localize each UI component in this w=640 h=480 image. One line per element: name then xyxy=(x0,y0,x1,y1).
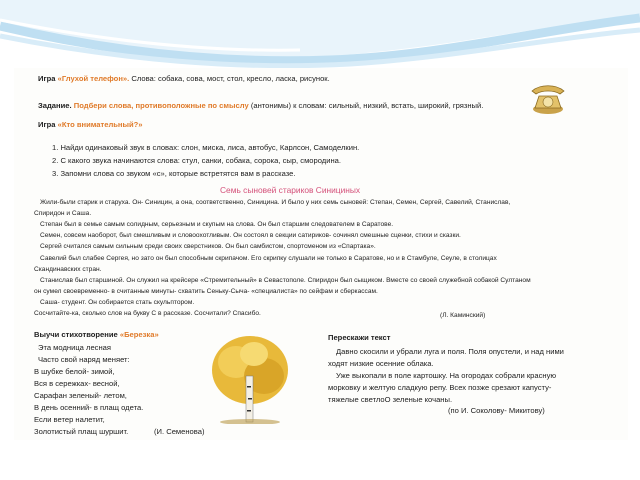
task-text: (антонимы) к словам: сильный, низкий, встать, широкий, грязный. xyxy=(250,101,484,110)
story-line: Савелий был слабее Сергея, но зато он был способным скрипачом. Его скрипку слушали не только в Саратове, но и в Стамбуле, Сеуле, в столицах xyxy=(40,255,497,262)
poem-line: Вся в сережках- весной, xyxy=(34,379,120,388)
poem-line: В шубке белой- зимой, xyxy=(34,367,115,376)
poem-line: В день осенний- в плащ одета. xyxy=(34,403,144,412)
story-line: Сергей считался самым сильным среди своих сверстников. Он был самбистом, спортсменом из «Спартака». xyxy=(40,243,376,250)
game2-label: Игра xyxy=(38,120,56,129)
list-item: 3. Запомни слова со звуком «с», которые встретятся вам в рассказе. xyxy=(52,169,296,178)
list-item: 1. Найди одинаковый звук в словах: слон, миска, лиса, автобус, Карлсон, Самоделкин. xyxy=(52,143,360,152)
list-item: 2. С какого звука начинаются слова: стул, санки, собака, сорока, сыр, смородина. xyxy=(52,156,341,165)
poem-line: Эта модница лесная xyxy=(38,343,111,352)
poem-line: Часто свой наряд меняет: xyxy=(38,355,130,364)
task-label: Задание. xyxy=(38,101,72,110)
story-line: Жили-были старик и старуха. Он- Синицин, а она, соответственно, Синицина. И было у них семь сыновей: Степан, Семен, Сергей, Савелий, Станислав, xyxy=(40,199,511,206)
retell-line: морковку и желтую сладкую репу. Всех позже срезают капусту- xyxy=(328,383,552,392)
poem-label: Выучи стихотворение xyxy=(34,330,118,339)
story-line: Семен, совсем наоборот, был смешливым и словоохотливым. Он состоял в секции сатириков- сочинял смешные сценки, стихи и сказки. xyxy=(40,232,461,239)
task-antonyms xyxy=(38,102,483,110)
retell-line: Уже выкопали в поле картошку. На огородах собрали красную xyxy=(336,371,557,380)
retell-line: ходят низкие осенние облака. xyxy=(328,359,434,368)
poem-line: Золотистый плащ шуршит. xyxy=(34,427,129,436)
game1-text: Слова: собака, сова, мост, стол, кресло, ласка, рисунок. xyxy=(131,74,330,83)
retell-label: Перескажи текст xyxy=(328,333,391,342)
game1-label: Игра xyxy=(38,74,56,83)
retell-line: Давно скосили и убрали луга и поля. Поля опустели, и над ними xyxy=(336,347,564,356)
poem-line: Сарафан зеленый- летом, xyxy=(34,391,127,400)
game2-name: «Кто внимательный?» xyxy=(57,120,143,129)
game-attentive xyxy=(38,121,143,129)
story-author: (Л. Каминский) xyxy=(440,312,486,319)
story-title: Семь сыновей стариков Синициных xyxy=(220,185,361,195)
story-line: Спиридон и Саша. xyxy=(34,210,92,217)
game-deaf-phone xyxy=(38,75,330,83)
story-line: Станислав был старшиной. Он служил на крейсере «Стремительный» в Севастополе. Спиридон был сыщиком. Вместе со своей служебной собакой Султаном xyxy=(40,277,531,284)
poem-name: «Березка» xyxy=(119,330,159,339)
telephone-icon xyxy=(530,82,566,116)
retell-line: тяжелые светлоО зеленые кочаны. xyxy=(328,395,453,404)
story-line: Сосчитайте-ка, сколько слов на букву С в рассказе. Сосчитали? Спасибо. xyxy=(34,310,261,317)
story-line: Степан был в семье самым солидным, серьезным и скупым на слова. Он был старшим следователем в Саратове. xyxy=(40,221,394,228)
birch-tree-illustration xyxy=(206,332,294,424)
task-name: Подбери слова, противоположные по смыслу xyxy=(73,101,249,110)
poem-line: Если ветер налетит, xyxy=(34,415,105,424)
story-line: он сумел своевременно- в считанные минуты- схватить Сеньку-Сыча- «специалиста» по сейфам и сберкассам. xyxy=(34,288,378,295)
story-line: Скандинавских стран. xyxy=(34,266,102,273)
poem-heading xyxy=(34,331,159,339)
story-line: Саша- студент. Он собирается стать скульптором. xyxy=(40,299,195,306)
poem-author: (И. Семенова) xyxy=(154,427,205,436)
game1-name: «Глухой телефон». xyxy=(57,74,130,83)
retell-author: (по И. Соколову- Микитову) xyxy=(448,406,545,415)
header-wave-decoration xyxy=(0,0,640,70)
